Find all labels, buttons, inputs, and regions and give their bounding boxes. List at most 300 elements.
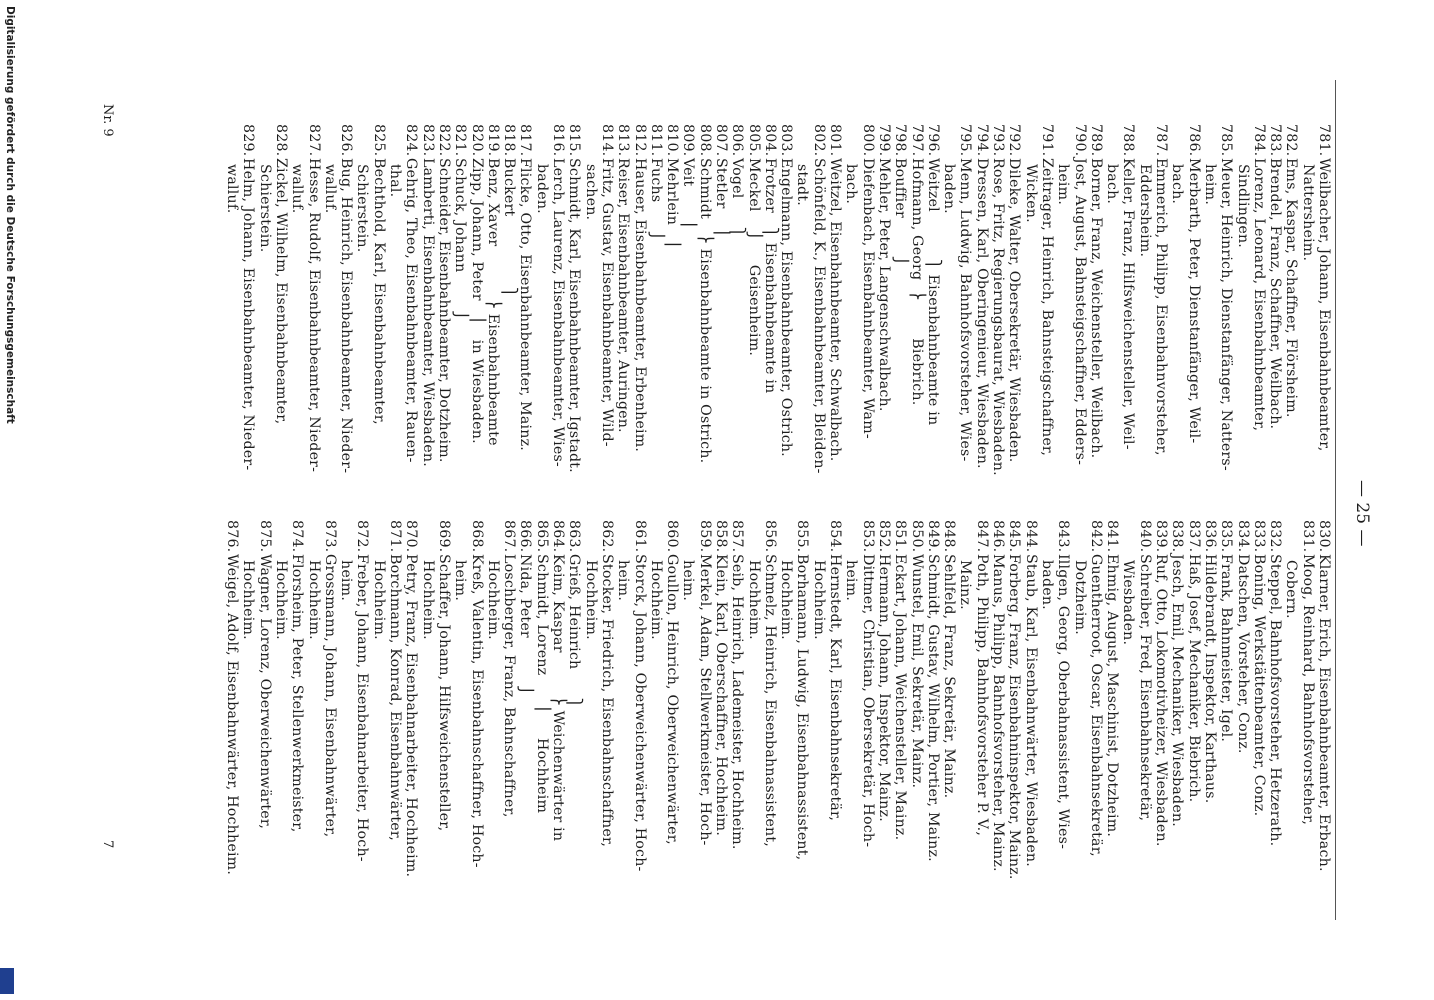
entry-number: 843.	[1055, 520, 1072, 553]
list-entry	[436, 520, 452, 930]
entry-number: 868.	[468, 520, 485, 553]
entry-text: Freber, Johann, Eisenbahnarbeiter, Hoch-	[354, 554, 371, 862]
list-entry	[354, 520, 370, 930]
entry-number: 830.	[1316, 520, 1332, 553]
page-number: — 25 —	[1352, 480, 1372, 547]
list-entry	[1104, 520, 1120, 930]
entry-text: Buckert ⎫	[501, 158, 518, 298]
list-entry	[224, 520, 240, 930]
entry-text: Weigel, Adolf, Eisenbahnwärter, Hochheim.	[224, 554, 241, 876]
entry-number: 872.	[354, 520, 371, 553]
entry-text: Hochheim.	[810, 560, 827, 640]
entry-number: 800.	[859, 124, 876, 157]
entry-text: Borchmann, Konrad, Eisenbahnwärter,	[387, 554, 404, 842]
list-entry	[403, 124, 419, 534]
list-entry	[338, 520, 354, 930]
list-entry	[892, 520, 908, 930]
list-entry	[517, 124, 533, 534]
entry-text: bach.	[1169, 164, 1186, 205]
entry-text: Hofmann, Georg ⎬ Biebrich.	[908, 158, 925, 406]
list-entry	[550, 520, 566, 930]
list-entry	[1088, 520, 1104, 930]
list-entry	[778, 520, 794, 930]
entry-number: 859.	[696, 520, 713, 553]
entry-text: Hochheim.	[778, 560, 795, 640]
list-entry	[224, 124, 240, 534]
entry-text: Bechthold, Karl, Eisenbahnbeamter,	[370, 158, 387, 425]
entry-number: 853.	[859, 520, 876, 553]
entry-text: Wunstel, Emil, Sekretär, Mainz.	[908, 554, 925, 789]
entry-text: Fuchs ⎭	[647, 158, 664, 242]
entry-number: 819.	[484, 124, 501, 157]
list-entry	[745, 124, 761, 534]
entry-text: Lorenz, Leonard, Eisenbahnbeamter,	[1250, 158, 1267, 432]
entry-number: 812.	[631, 124, 648, 157]
entry-text: Haß, Josef, Mechaniker, Biebrich.	[1185, 554, 1202, 803]
entry-text: heim.	[452, 560, 469, 602]
entry-text: Dileke, Walter, Obersekretär, Wiesbaden.	[1006, 158, 1023, 463]
left-column	[224, 124, 1332, 534]
list-entry	[1071, 124, 1087, 534]
entry-number: 782.	[1283, 124, 1300, 157]
entry-text: Klein, Karl, Oberschaffner, Hochheim.	[713, 554, 730, 837]
entry-text: heim.	[843, 560, 860, 602]
list-entry	[1316, 520, 1332, 930]
list-entry	[1283, 124, 1299, 534]
list-entry	[273, 124, 289, 534]
list-entry	[713, 520, 729, 930]
list-entry	[566, 124, 582, 534]
header-rule	[1335, 80, 1336, 920]
list-entry	[1251, 124, 1267, 534]
entry-text: Ehmig, August, Maschinist, Dotzheim.	[1104, 554, 1121, 838]
list-entry	[533, 520, 549, 930]
entry-text: Hochheim.	[647, 560, 664, 640]
entry-number: 852.	[875, 520, 892, 553]
entry-text: Schierstein.	[354, 164, 371, 253]
entry-number: 836.	[1201, 520, 1218, 553]
list-entry	[745, 520, 761, 930]
entry-text: Hauser, Eisenbahnbeamter, Erbenheim.	[631, 158, 648, 453]
list-entry	[876, 520, 892, 930]
entry-number: 795.	[957, 124, 974, 157]
list-entry	[859, 124, 875, 534]
list-entry	[436, 124, 452, 534]
entry-number: 821.	[452, 124, 469, 157]
list-entry	[1039, 124, 1055, 534]
list-entry	[1071, 520, 1087, 930]
entry-text: Boning, Werkstättenbeamter, Conz.	[1250, 554, 1267, 817]
list-entry	[419, 520, 435, 930]
entry-text: Frotzer ⎫ Eisenbahnbeamte in	[761, 158, 778, 394]
entry-text: Wagner, Lorenz, Oberweichenwärter,	[256, 554, 273, 830]
entry-text: Borner, Franz, Weichensteller, Weilbach.	[1087, 158, 1104, 459]
entry-text: Sindlingen.	[1234, 164, 1251, 249]
entry-text: Jost, August, Bahnsteigschaffner, Edders-	[1071, 158, 1088, 466]
entry-number: 838.	[1169, 520, 1186, 553]
list-entry	[1299, 124, 1315, 534]
entry-number: 804.	[761, 124, 778, 157]
entry-text: Rose, Fritz, Regierungsbaurat, Wiesbaden.	[990, 158, 1007, 476]
list-entry	[957, 124, 973, 534]
list-entry	[338, 124, 354, 534]
list-entry	[827, 124, 843, 534]
entry-text: Hermann, Johann, Inspektor, Mainz.	[875, 554, 892, 822]
list-entry	[599, 124, 615, 534]
list-entry	[550, 124, 566, 534]
entry-text: Veit ⎪	[680, 158, 697, 231]
entry-text: Kreß, Valentin, Eisenbahnschaffner, Hoch-	[468, 554, 485, 868]
list-entry	[1202, 124, 1218, 534]
entry-number: 831.	[1299, 520, 1316, 553]
entry-text: heim.	[1055, 164, 1072, 206]
entry-text: Storck, Johann, Oberweichenwärter, Hoch-	[631, 554, 648, 872]
entry-text: Bug, Heinrich, Eisenbahnbeamter, Nieder-	[338, 158, 355, 474]
entry-text: Grieß, Heinrich ⎫	[566, 554, 583, 709]
list-entry	[1104, 124, 1120, 534]
list-entry	[305, 124, 321, 534]
entry-text: Schönfeld, K., Eisenbahnbeamter, Bleiden-	[810, 158, 827, 474]
list-entry	[1022, 520, 1038, 930]
list-entry	[1234, 520, 1250, 930]
entry-text: Grossmann, Johann, Eisenbahnwärter,	[321, 554, 338, 838]
list-entry	[908, 124, 924, 534]
entry-text: Sehlfeld, Franz, Sekretär, Mainz.	[941, 554, 958, 799]
entry-number: 832.	[1267, 520, 1284, 553]
list-entry	[1136, 520, 1152, 930]
entry-text: Hesse, Rudolf, Eisenbahnbeamter, Nieder-	[305, 158, 322, 473]
list-entry	[1202, 520, 1218, 930]
entry-number: 834.	[1234, 520, 1251, 553]
list-entry	[517, 520, 533, 930]
entry-number: 824.	[403, 124, 420, 157]
list-entry	[680, 124, 696, 534]
list-entry	[680, 520, 696, 930]
entry-text: Klarner, Erich, Eisenbahnbeamter, Erbach.	[1316, 554, 1332, 872]
list-entry	[811, 520, 827, 930]
list-entry	[1267, 124, 1283, 534]
entry-number: 857.	[729, 520, 746, 553]
entry-number: 854.	[827, 520, 844, 553]
list-entry	[403, 520, 419, 930]
list-entry	[387, 124, 403, 534]
entry-text: bach.	[843, 164, 860, 205]
entry-text: Weitzel ⎫ Eisenbahnbeamte in	[924, 158, 941, 426]
entry-text: Keim, Kaspar ⎬ Weichenwärter in	[550, 554, 567, 842]
entry-text: Hochheim.	[745, 560, 762, 640]
entry-number: 806.	[729, 124, 746, 157]
entry-text: Gehrig, Theo, Eisenbahnbeamter, Rauen-	[403, 158, 420, 463]
entry-text: Vogel ⎫	[729, 158, 746, 238]
entry-number: 847.	[973, 520, 990, 553]
list-entry	[843, 520, 859, 930]
entry-number: 823.	[419, 124, 436, 157]
entry-number: 791.	[1038, 124, 1055, 157]
entry-number: 829.	[240, 124, 257, 157]
entry-text: Goullon, Heinrich, Oberweichenwärter,	[664, 554, 681, 845]
list-entry	[1088, 124, 1104, 534]
list-entry	[240, 520, 256, 930]
entry-number: 869.	[435, 520, 452, 553]
entry-text: Wiesbaden.	[1120, 560, 1137, 646]
entry-number: 827.	[305, 124, 322, 157]
entry-number: 860.	[664, 520, 681, 553]
entry-text: heim.	[338, 560, 355, 602]
entry-number: 835.	[1218, 520, 1235, 553]
entry-text: Florsheim, Peter, Stellenwerkmeister,	[289, 554, 306, 833]
entry-number: 851.	[892, 520, 909, 553]
list-entry	[990, 124, 1006, 534]
entry-number: 839.	[1153, 520, 1170, 553]
entry-number: 816.	[550, 124, 567, 157]
list-entry	[876, 124, 892, 534]
list-entry	[1218, 520, 1234, 930]
entry-text: Brendel, Franz, Schaffner, Weilbach.	[1267, 158, 1284, 430]
entry-text: Mehrlein ⎪	[664, 158, 681, 251]
list-entry	[1299, 520, 1315, 930]
entry-number: 805.	[745, 124, 762, 157]
list-entry	[648, 124, 664, 534]
entry-number: 841.	[1104, 520, 1121, 553]
entry-text: stadt.	[794, 164, 811, 206]
entry-number: 873.	[321, 520, 338, 553]
entry-text: Staub, Karl, Eisenbahnwärter, Wiesbaden.	[1022, 554, 1039, 867]
entry-text: Flicke, Otto, Eisenbahnbeamter, Mainz.	[517, 158, 534, 451]
entry-text: baden.	[533, 164, 550, 214]
list-entry	[811, 124, 827, 534]
list-entry	[501, 124, 517, 534]
list-entry	[843, 124, 859, 534]
entry-number: 798.	[892, 124, 909, 157]
entry-text: Schneider, Eisenbahnbeamter, Dotzheim.	[435, 158, 452, 463]
list-entry	[582, 124, 598, 534]
list-entry	[631, 124, 647, 534]
entry-text: Borhamann, Ludwig, Eisenbahnassistent,	[794, 554, 811, 861]
entry-number: 784.	[1250, 124, 1267, 157]
entry-number: 840.	[1136, 520, 1153, 553]
entry-number: 874.	[289, 520, 306, 553]
list-entry	[925, 124, 941, 534]
list-entry	[1169, 124, 1185, 534]
list-entry	[1120, 520, 1136, 930]
entry-text: Hochheim.	[419, 560, 436, 640]
entry-number: 858.	[713, 520, 730, 553]
entry-number: 850.	[908, 520, 925, 553]
entry-text: Nida, Peter ⎭	[517, 554, 534, 696]
list-entry	[729, 520, 745, 930]
entry-text: Keller, Franz, Hilfsweichensteller, Weil-	[1120, 158, 1137, 450]
entry-number: 807.	[713, 124, 730, 157]
entry-text: baden.	[941, 164, 958, 214]
list-entry	[664, 124, 680, 534]
entry-text: Schmidt, Karl, Eisenbahnbeamter, Igstadt.	[566, 158, 583, 473]
entry-text: Petry, Franz, Eisenbahnarbeiter, Hochheim.	[403, 554, 420, 878]
entry-text: Wicken.	[1022, 164, 1039, 223]
list-entry	[322, 520, 338, 930]
entry-number: 822.	[435, 124, 452, 157]
list-entry	[1006, 520, 1022, 930]
entry-number: 826.	[338, 124, 355, 157]
entry-text: Schmidt ⎬ Eisenbahnbeamte in Ostrich.	[696, 158, 713, 464]
list-entry	[762, 124, 778, 534]
entry-text: Stetler ⎪	[713, 158, 730, 239]
entry-text: Schmidt, Lorenz ⎪ Hochheim	[533, 554, 550, 814]
list-entry	[729, 124, 745, 534]
entry-number: 863.	[566, 520, 583, 553]
entry-text: Hochheim.	[305, 560, 322, 640]
list-entry	[485, 520, 501, 930]
list-entry	[468, 520, 484, 930]
entry-text: Menn, Ludwig, Bahnhofsvorsteher, Wies-	[957, 158, 974, 462]
entry-number: 803.	[778, 124, 795, 157]
entry-text: Zipp, Johann, Peter ⎪ in Wiesbaden.	[468, 158, 485, 444]
list-entry	[256, 520, 272, 930]
entry-number: 865.	[533, 520, 550, 553]
entry-number: 783.	[1267, 124, 1284, 157]
list-entry	[289, 124, 305, 534]
list-entry	[1153, 124, 1169, 534]
list-entry	[419, 124, 435, 534]
entry-text: Steppel, Bahnhofsvorsteher, Hetzerath.	[1267, 554, 1284, 847]
list-entry	[990, 520, 1006, 930]
list-entry	[631, 520, 647, 930]
entry-number: 799.	[875, 124, 892, 157]
entry-number: 786.	[1185, 124, 1202, 157]
entry-number: 817.	[517, 124, 534, 157]
entry-text: Lamberti, Eisenbahnbeamter, Wiesbaden.	[419, 158, 436, 467]
entry-text: Hildebrandt, Inspektor, Karthaus.	[1201, 554, 1218, 804]
entry-number: 811.	[647, 124, 664, 157]
entry-text: Merkel, Adam, Stellwerkmeister, Hoch-	[696, 554, 713, 846]
entry-text: Schaffer, Johann, Hilfsweichensteller,	[435, 554, 452, 832]
entry-text: Benz, Xaver ⎬ Eisenbahnbeamte	[484, 158, 501, 446]
entry-number: 793.	[990, 124, 1007, 157]
entry-text: walluf.	[289, 164, 306, 214]
entry-number: 828.	[273, 124, 289, 157]
list-entry	[1120, 124, 1136, 534]
list-entry	[1169, 520, 1185, 930]
list-entry	[1136, 124, 1152, 534]
entry-text: Emmerich, Philipp, Eisenbahnvorsteher,	[1153, 158, 1170, 456]
list-entry	[615, 124, 631, 534]
entry-text: baden.	[1038, 560, 1055, 610]
list-entry	[1251, 520, 1267, 930]
list-entry	[370, 124, 386, 534]
entry-text: Weitzel, Eisenbahnbeamter, Schwalbach.	[827, 158, 844, 462]
entry-text: Meuer, Heinrich, Dienstanfänger, Natters-	[1218, 158, 1235, 471]
entry-text: Zickel, Wilhelm, Eisenbahnbeamter,	[273, 158, 289, 425]
entry-number: 801.	[827, 124, 844, 157]
list-entry	[387, 520, 403, 930]
entry-text: Stocker, Friedrich, Eisenbahnschaffner,	[598, 554, 615, 848]
list-entry	[615, 520, 631, 930]
entry-text: Merbarth, Peter, Dienstanfänger, Weil-	[1185, 158, 1202, 444]
list-entry	[452, 124, 468, 534]
list-entry	[957, 520, 973, 930]
entry-number: 810.	[664, 124, 681, 157]
entry-text: Schierstein.	[256, 164, 273, 253]
list-entry	[305, 520, 321, 930]
entry-number: 788.	[1120, 124, 1137, 157]
entry-number: 825.	[370, 124, 387, 157]
entry-text: sachen.	[582, 164, 599, 221]
entry-text: Cobern.	[1283, 560, 1300, 619]
list-entry	[664, 520, 680, 930]
list-entry	[1234, 124, 1250, 534]
list-entry	[973, 124, 989, 534]
entry-text: Mehler, Peter, Langenschwalbach.	[875, 158, 892, 412]
entry-number: 833.	[1250, 520, 1267, 553]
entry-text: Ruf, Otto, Lokomotivheizer, Wiesbaden.	[1153, 554, 1170, 847]
list-entry	[892, 124, 908, 534]
entry-text: walluf.	[224, 164, 241, 214]
entry-text: Hochheim.	[484, 560, 501, 640]
list-entry	[1055, 520, 1071, 930]
entry-text: Ems, Kaspar, Schaffner, Flörsheim.	[1283, 158, 1300, 418]
entry-text: Eddersheim.	[1136, 164, 1153, 258]
list-entry	[1218, 124, 1234, 534]
list-entry	[908, 520, 924, 930]
entry-number: 876.	[224, 520, 241, 553]
entry-text: bach.	[1104, 164, 1121, 205]
digitization-credit: Digitalisierung gefördert durch die Deutsche Forschungsgemeinschaft	[4, 6, 16, 424]
list-entry	[273, 520, 289, 930]
entry-number: 848.	[941, 520, 958, 553]
entry-text: Hochheim.	[240, 560, 257, 640]
list-entry	[240, 124, 256, 534]
entry-number: 875.	[256, 520, 273, 553]
entry-number: 845.	[1006, 520, 1023, 553]
entry-text: Schreiber, Fred, Eisenbahnsekretär,	[1136, 554, 1153, 822]
entry-text: Schuck, Johann ⎭	[452, 158, 469, 321]
list-entry	[713, 124, 729, 534]
entry-text: Meckel ⎭ Geisenheim.	[745, 158, 762, 357]
entry-number: 813.	[615, 124, 632, 157]
list-entry	[533, 124, 549, 534]
sheet-number: 7	[100, 840, 115, 849]
entry-number: 837.	[1185, 520, 1202, 553]
list-entry	[1022, 124, 1038, 534]
entry-text: Bouffier ⎭	[892, 158, 909, 267]
list-entry	[696, 520, 712, 930]
entry-number: 814.	[598, 124, 615, 157]
list-entry	[1153, 520, 1169, 930]
list-entry	[289, 520, 305, 930]
entry-number: 855.	[794, 520, 811, 553]
entry-text: Loschberger, Franz, Bahnschaffner,	[501, 554, 518, 818]
list-entry	[468, 124, 484, 534]
entry-text: Hochheim.	[582, 560, 599, 640]
entry-text: Dittmer, Christian, Obersekretär, Hoch-	[859, 554, 876, 848]
list-entry	[582, 520, 598, 930]
entry-number: 871.	[387, 520, 404, 553]
list-entry	[1283, 520, 1299, 930]
entry-text: Datschen, Vorsteher, Conz.	[1234, 554, 1251, 754]
list-entry	[648, 520, 664, 930]
entry-number: 792.	[1006, 124, 1023, 157]
entry-number: 789.	[1087, 124, 1104, 157]
entry-text: Jesch, Emil, Mechaniker, Wiesbaden.	[1169, 554, 1186, 827]
list-entry	[256, 124, 272, 534]
list-entry	[794, 520, 810, 930]
entry-number: 809.	[680, 124, 697, 157]
entry-text: Schmidt, Gustav, Wilhelm, Portier, Mainz.	[924, 554, 941, 862]
entry-number: 866.	[517, 520, 534, 553]
list-entry	[322, 124, 338, 534]
entry-number: 864.	[550, 520, 567, 553]
list-entry	[925, 520, 941, 930]
entry-text: Hernstedt, Karl, Eisenbahnsekretär,	[827, 554, 844, 822]
